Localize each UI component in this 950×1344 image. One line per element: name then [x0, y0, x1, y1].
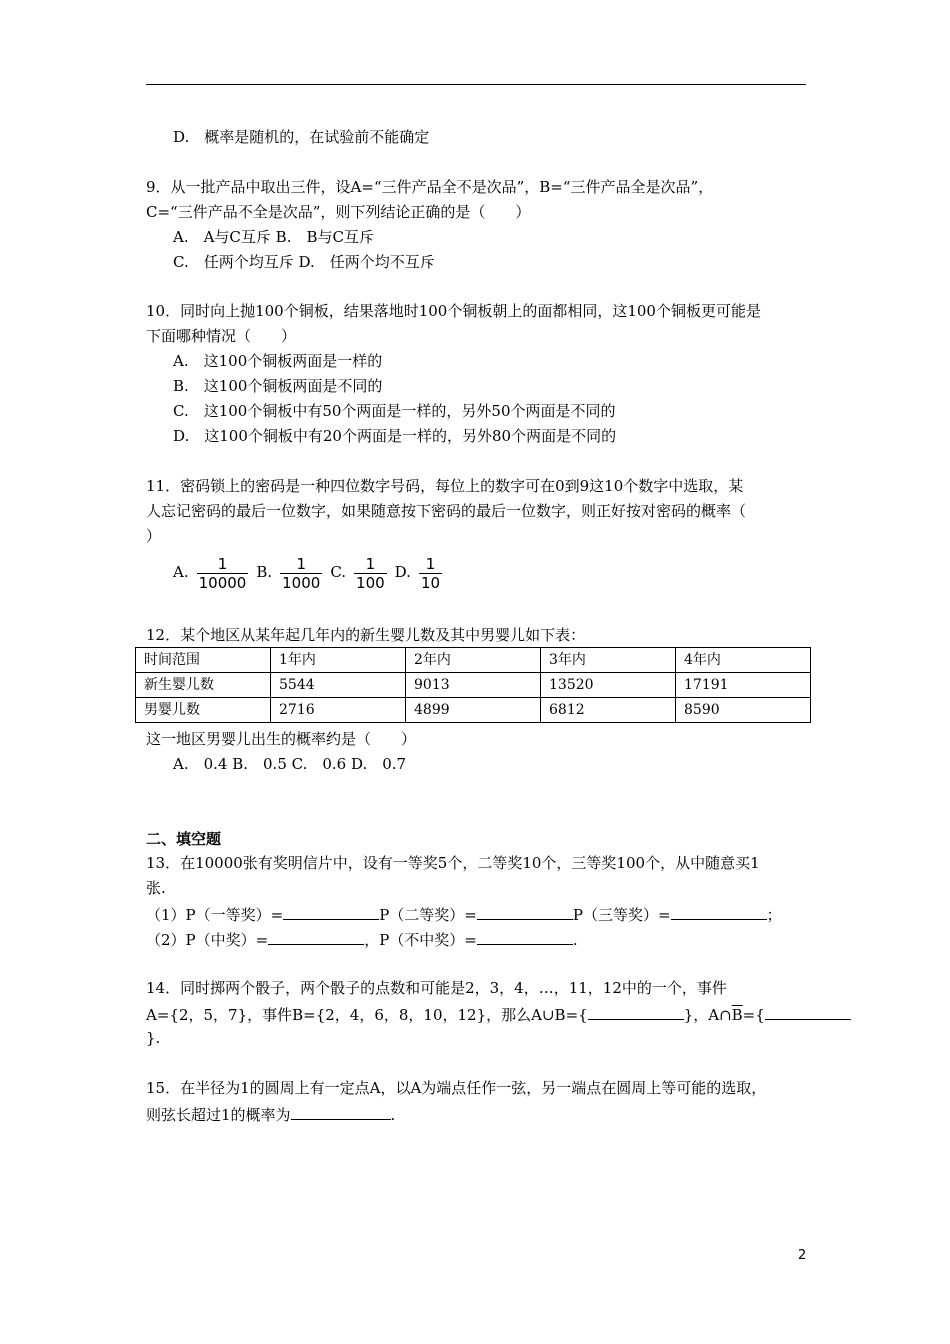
q13-blank-no-win[interactable] [477, 928, 573, 945]
q11-label-c: C. [330, 563, 347, 581]
q13-blank-first-prize[interactable] [283, 903, 379, 920]
q9-stem-line2: C=“三件产品不全是次品”，则下列结论正确的是（ ） [146, 203, 531, 221]
q14-stem-line2 [146, 1003, 851, 1025]
q13-p1-first-prize: （1）P（一等奖）= [146, 906, 284, 924]
q13-blank-third-prize[interactable] [671, 903, 767, 920]
q11-fraction-c-numerator: 1 [365, 554, 376, 573]
q10-option-b: B. 这100个铜板两面是不同的 [173, 377, 383, 395]
table-row [136, 648, 811, 673]
q10-stem-line2: 下面哪种情况（ ） [146, 327, 297, 345]
table-cell: 新生婴儿数 [136, 673, 271, 698]
table-cell: 13520 [541, 673, 676, 698]
table-row [136, 673, 811, 698]
table-cell: 男婴儿数 [136, 698, 271, 723]
q13-p2-no-win: ，P（不中奖）= [364, 931, 477, 949]
q13-p2-win: （2）P（中奖）= [146, 931, 269, 949]
q11-stem-line2: 人忘记密码的最后一位数字，如果随意按下密码的最后一位数字，则正好按对密码的概率（ [146, 502, 747, 520]
q9-stem-line1: 9．从一批产品中取出三件，设A=“三件产品全不是次品”，B=“三件产品全是次品”， [146, 178, 714, 196]
q13-blank-second-prize[interactable] [477, 903, 573, 920]
q10-option-a: A. 这100个铜板两面是一样的 [173, 352, 383, 370]
q12-question: 这一地区男婴儿出生的概率约是（ ） [146, 730, 417, 748]
table-cell: 时间范围 [136, 648, 271, 673]
table-cell: 5544 [271, 673, 406, 698]
q11-fraction-a-numerator: 1 [217, 554, 228, 573]
q11-fraction-a-denominator: 10000 [198, 573, 247, 592]
table-cell: 8590 [676, 698, 811, 723]
q11-label-a: A. [173, 563, 189, 581]
q11-label-b: B. [256, 563, 273, 581]
q14-blank-intersection[interactable] [765, 1003, 851, 1020]
q11-options [173, 552, 450, 592]
q11-fraction-d-numerator: 1 [425, 554, 436, 573]
q12-stem: 12．某个地区从某年起几年内的新生婴儿数及其中男婴儿如下表： [146, 626, 586, 644]
q11-fraction-b-numerator: 1 [296, 554, 306, 573]
q8-option-d: D. 概率是随机的，在试验前不能确定 [173, 128, 430, 146]
q11-fraction-c [354, 555, 387, 592]
q13-p2-end: . [572, 931, 578, 949]
q13-blank-win[interactable] [268, 928, 364, 945]
table-cell: 1年内 [271, 648, 406, 673]
q11-fraction-d-denominator: 10 [420, 573, 441, 592]
section-heading: 二、填空题 [146, 830, 222, 848]
q13-stem-line1: 13．在10000张有奖明信片中，设有一等奖5个，二等奖10个，三等奖100个，从中随意买1 [146, 854, 760, 872]
q9-options-ab: A. A与C互斥 B. B与C互斥 [173, 228, 374, 246]
q13-part2 [146, 928, 578, 950]
q15-stem-line2 [146, 1103, 395, 1125]
q13-p1-second-prize: P（二等奖）= [379, 906, 477, 924]
q11-fraction-a [197, 555, 249, 592]
q12-data-table [135, 647, 811, 723]
q15-question-text: 则弦长超过1的概率为 [146, 1106, 291, 1124]
q14-union-text: A={2，5，7}，事件B={2，4，6，8，10，12}，那么A∪B={ [146, 1006, 588, 1024]
q15-end: . [390, 1106, 396, 1124]
q11-label-d: D. [394, 563, 411, 581]
table-cell: 3年内 [541, 648, 676, 673]
q14-intersection-open: ={ [742, 1006, 765, 1024]
q10-stem-line1: 10．同时向上抛100个铜板，结果落地时100个铜板朝上的面都相同，这100个铜板更可能是 [146, 302, 761, 320]
q14-b-complement: $\overline{B}$ [731, 1006, 743, 1024]
q14-intersection-text: }，A∩ [683, 1006, 732, 1024]
q13-p1-end: ； [766, 906, 782, 924]
q13-part1 [146, 903, 782, 925]
q13-p1-third-prize: P（三等奖）= [572, 906, 671, 924]
q15-blank-answer[interactable] [291, 1103, 391, 1120]
table-row [136, 698, 811, 723]
q11-stem-line3: ） [146, 527, 162, 545]
header-rule [146, 84, 806, 85]
table-cell: 6812 [541, 698, 676, 723]
table-cell: 2年内 [406, 648, 541, 673]
page-number: 2 [798, 1248, 807, 1263]
table-cell: 4899 [406, 698, 541, 723]
q9-options-cd: C. 任两个均互斥 D. 任两个均不互斥 [173, 253, 435, 271]
q14-stem-line3: }. [146, 1029, 161, 1047]
q10-option-d: D. 这100个铜板中有20个两面是一样的，另外80个两面是不同的 [173, 427, 617, 445]
table-cell: 4年内 [676, 648, 811, 673]
q12-options: A. 0.4 B. 0.5 C. 0.6 D. 0.7 [173, 755, 407, 773]
q15-stem-line1: 15．在半径为1的圆周上有一定点A，以A为端点任作一弦，另一端点在圆周上等可能的选取， [146, 1079, 767, 1097]
q11-fraction-b [280, 555, 322, 592]
q11-fraction-c-denominator: 100 [356, 573, 385, 592]
q14-blank-union[interactable] [588, 1003, 684, 1020]
q11-fraction-d [419, 555, 442, 592]
q11-stem-line1: 11．密码锁上的密码是一种四位数字号码，每位上的数字可在0到9这10个数字中选取，某 [146, 477, 744, 495]
table-cell: 17191 [676, 673, 811, 698]
q10-option-c: C. 这100个铜板中有50个两面是一样的，另外50个两面是不同的 [173, 402, 616, 420]
table-cell: 9013 [406, 673, 541, 698]
q14-stem-line1: 14．同时掷两个骰子，两个骰子的点数和可能是2，3，4，…，11，12中的一个，事件 [146, 979, 727, 997]
q13-stem-line2: 张. [146, 879, 166, 897]
q11-fraction-b-denominator: 1000 [282, 573, 321, 592]
table-cell: 2716 [271, 698, 406, 723]
